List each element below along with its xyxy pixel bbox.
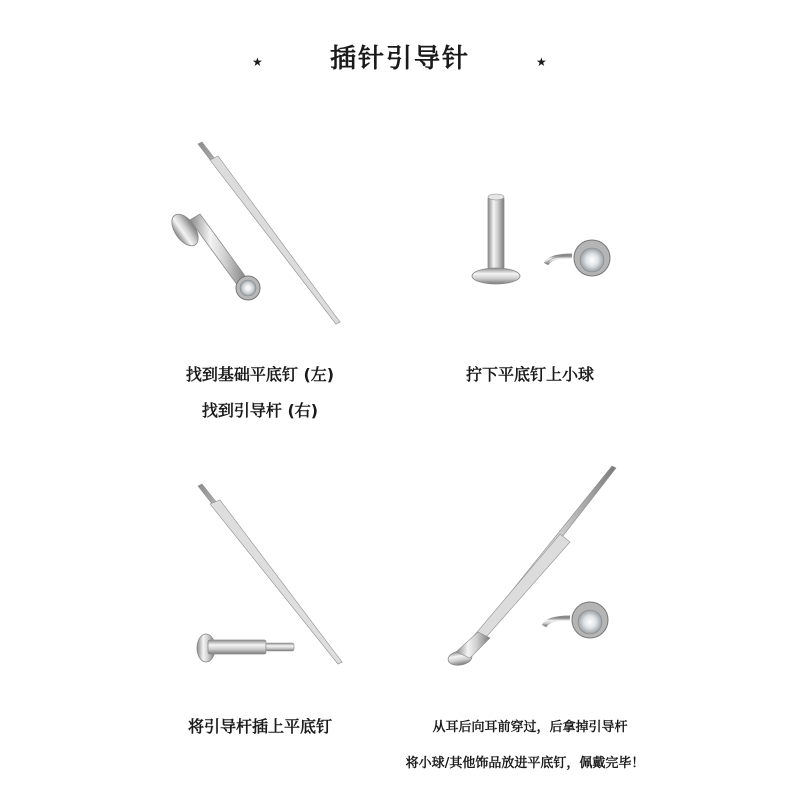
guide-needle	[198, 142, 340, 324]
page-title: 插针引导针	[329, 44, 470, 74]
ball-top	[546, 240, 610, 276]
step4-caption-line1: 从耳后向耳前穿过，后拿掉引导杆	[432, 720, 628, 735]
step2-illustration	[460, 180, 640, 300]
step1-caption-line1: 找到基础平底钉 (左)	[185, 365, 335, 384]
flat-back-stud-horizontal	[197, 634, 294, 662]
star-icon-left: ★	[252, 55, 263, 69]
step2-caption: 拧下平底钉上小球	[465, 365, 594, 384]
step3-caption: 将引导杆插上平底钉	[187, 717, 332, 736]
star-icon-right: ★	[536, 55, 547, 69]
step4-caption-line2: 将小球/其他饰品放进平底钉，佩戴完毕！	[405, 756, 645, 771]
step3-illustration	[180, 478, 350, 668]
step4-illustration	[440, 462, 630, 672]
guide-needle	[198, 484, 342, 664]
step1-illustration	[150, 130, 370, 340]
flat-back-stud	[166, 210, 260, 300]
flat-back-post	[472, 194, 520, 284]
step1-caption-line2: 找到引导杆 (右)	[201, 401, 319, 420]
ball-top	[544, 602, 608, 638]
